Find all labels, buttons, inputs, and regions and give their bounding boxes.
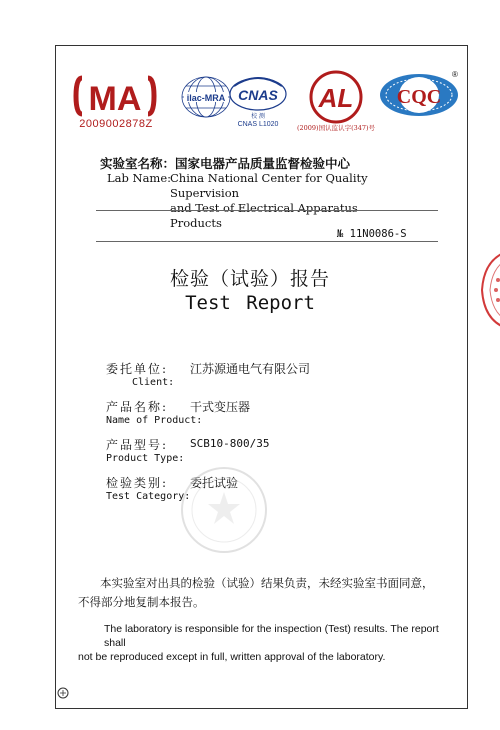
cal-label: (2009)国认监认字(347)号 [296,124,376,132]
cal-logo-icon [305,68,367,130]
cal-logo-text: AL [318,83,354,113]
notice-en-line1: The laboratory is responsible for the inspection (Test) results. The report shall [104,623,439,649]
cnas-label: CNAS L1020 [237,121,279,128]
report-title-en: Test Report [185,292,315,314]
divider-bottom [96,241,438,242]
cma-code: 2009002878Z [79,118,153,130]
product-type-value: SCB10-800/35 [190,437,270,450]
notice-cn [78,574,448,612]
lab-name-cn [100,154,350,172]
cnas-small-text: 校 测 [251,114,265,120]
recycle-mark-icon [57,687,69,699]
test-category-label-cn: 检验类别: [106,476,169,490]
cqc-logo-icon [378,72,460,118]
lab-name-en-line1: China National Center for Quality Supervision [170,171,368,200]
report-number: № 11N0086-S [337,228,407,240]
notice-en [78,622,458,664]
cqc-logo-text: CQC [396,86,442,108]
registered-mark: ® [452,70,458,79]
product-name-label-cn: 产品名称: [106,400,169,414]
test-category-value: 委托试验 [190,476,239,490]
lab-name-cn-label: 实验室名称： [100,156,176,171]
lab-name-en-label: Lab Name: [107,171,172,185]
product-type-label-cn: 产品型号: [106,438,169,452]
lab-name-en-line2: and Test of Electrical Apparatus Products [170,201,358,230]
notice-cn-line1: 本实验室对出具的检验（试验）结果负责，未经实验室书面同意， [100,576,434,590]
cnas-logo-icon [226,72,290,122]
client-label-en: Client: [132,377,175,388]
notice-cn-line2: 不得部分地复制本报告。 [78,595,205,609]
cnas-logo-text: CNAS [238,87,278,103]
notice-en-line2: not be reproduced except in full, written approval of the laboratory. [78,651,386,663]
test-category-label-en: Test Category: [106,491,191,502]
lab-name-cn-value: 国家电器产品质量监督检验中心 [175,156,351,171]
faint-stamp-icon [176,462,272,558]
report-title-cn: 检验（试验）报告 [169,268,330,290]
client-value: 江苏源通电气有限公司 [190,362,311,376]
red-stamp-edge-icon [476,250,500,330]
lab-name-en [170,171,410,231]
product-type-label-en: Product Type: [106,453,185,464]
divider-top [96,210,438,211]
cma-logo-text: MA [88,80,142,118]
product-name-value: 干式变压器 [190,400,251,414]
client-label-cn: 委托单位: [106,362,169,376]
ilac-logo-text: ilac-MRA [186,93,226,103]
product-name-label-en: Name of Product: [106,415,203,426]
